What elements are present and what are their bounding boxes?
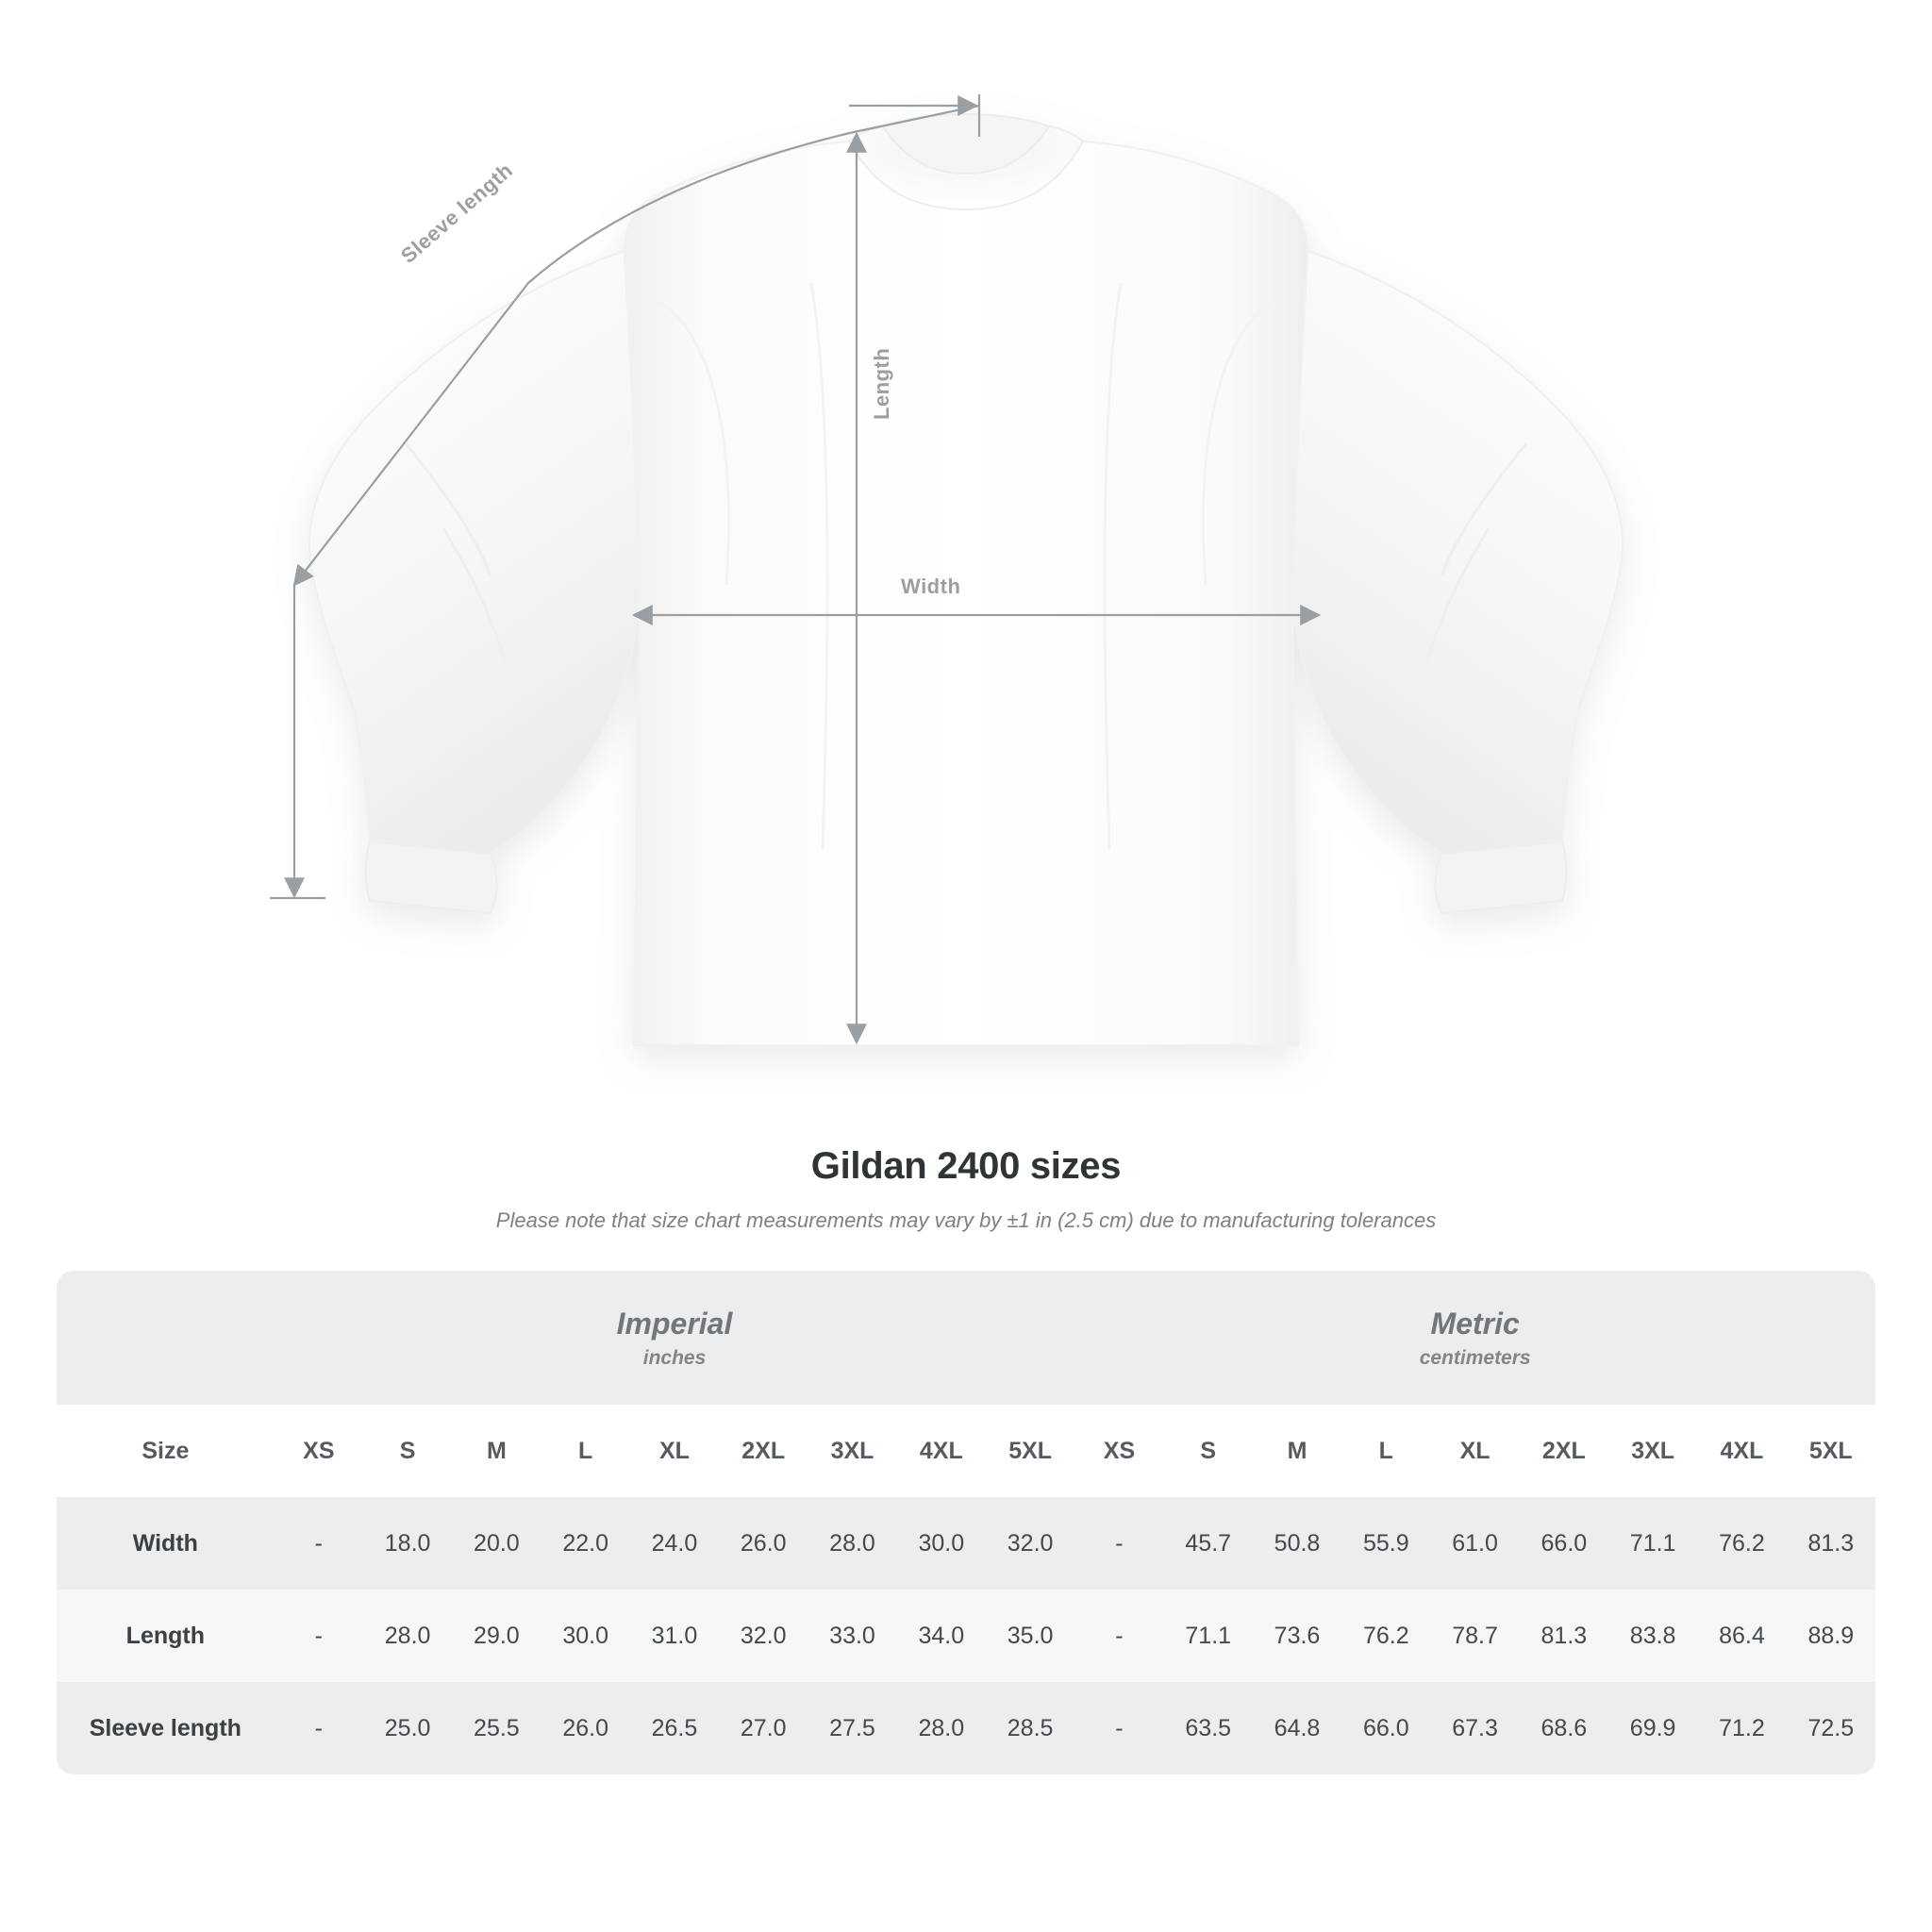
- size-header-imperial-m: M: [452, 1405, 541, 1497]
- cell-width-metric-xl: 61.0: [1430, 1497, 1519, 1590]
- cell-width-metric-m: 50.8: [1253, 1497, 1341, 1590]
- cell-sleeve-metric-s: 63.5: [1164, 1682, 1253, 1774]
- unit-name-metric: Metric: [1430, 1306, 1520, 1341]
- size-header-metric-3xl: 3XL: [1608, 1405, 1697, 1497]
- size-header-metric-5xl: 5XL: [1787, 1405, 1875, 1497]
- tolerance-note: Please note that size chart measurements may vary by ±1 in (2.5 cm) due to manufacturing tolerances: [495, 1208, 1437, 1232]
- size-header-metric-xs: XS: [1074, 1405, 1163, 1497]
- cell-length-imperial-4xl: 34.0: [897, 1590, 986, 1682]
- cell-length-metric-s: 71.1: [1164, 1590, 1253, 1682]
- size-chart-section: [0, 1113, 1932, 1774]
- cell-sleeve-metric-l: 66.0: [1341, 1682, 1430, 1774]
- unit-header-imperial: [275, 1271, 1075, 1405]
- size-header-metric-2xl: 2XL: [1520, 1405, 1608, 1497]
- cell-width-imperial-xs: -: [275, 1497, 363, 1590]
- units-header-row: [57, 1271, 1875, 1405]
- cell-sleeve-imperial-5xl: 28.5: [986, 1682, 1074, 1774]
- cell-sleeve-metric-5xl: 72.5: [1787, 1682, 1875, 1774]
- size-header-imperial-l: L: [541, 1405, 630, 1497]
- table-row: [57, 1590, 1875, 1682]
- cell-sleeve-metric-xl: 67.3: [1430, 1682, 1519, 1774]
- sleeve-length-label: Sleeve length: [396, 158, 518, 268]
- cell-width-imperial-2xl: 26.0: [719, 1497, 808, 1590]
- unit-name-imperial: Imperial: [616, 1306, 733, 1341]
- cell-length-imperial-5xl: 35.0: [986, 1590, 1074, 1682]
- row-label-length: Length: [57, 1590, 275, 1682]
- cell-length-metric-xl: 78.7: [1430, 1590, 1519, 1682]
- cell-sleeve-imperial-m: 25.5: [452, 1682, 541, 1774]
- size-table-wrapper: [57, 1271, 1875, 1774]
- cell-sleeve-metric-xs: -: [1074, 1682, 1163, 1774]
- cell-width-imperial-s: 18.0: [363, 1497, 452, 1590]
- cell-sleeve-imperial-xl: 26.5: [630, 1682, 719, 1774]
- shirt-body: [309, 114, 1623, 1045]
- cell-sleeve-imperial-3xl: 27.5: [808, 1682, 896, 1774]
- cell-length-metric-5xl: 88.9: [1787, 1590, 1875, 1682]
- cell-sleeve-imperial-4xl: 28.0: [897, 1682, 986, 1774]
- cell-width-metric-l: 55.9: [1341, 1497, 1430, 1590]
- table-row: [57, 1497, 1875, 1590]
- cell-width-imperial-xl: 24.0: [630, 1497, 719, 1590]
- unit-header-metric: [1074, 1271, 1875, 1405]
- cell-length-imperial-xl: 31.0: [630, 1590, 719, 1682]
- cell-length-imperial-s: 28.0: [363, 1590, 452, 1682]
- cell-sleeve-metric-3xl: 69.9: [1608, 1682, 1697, 1774]
- cell-length-metric-2xl: 81.3: [1520, 1590, 1608, 1682]
- row-label-width: Width: [57, 1497, 275, 1590]
- cell-width-imperial-5xl: 32.0: [986, 1497, 1074, 1590]
- cell-width-imperial-m: 20.0: [452, 1497, 541, 1590]
- size-header-label: Size: [57, 1405, 275, 1497]
- cell-length-imperial-xs: -: [275, 1590, 363, 1682]
- units-header-spacer: [57, 1271, 275, 1405]
- cell-width-metric-4xl: 76.2: [1697, 1497, 1786, 1590]
- size-header-imperial-xl: XL: [630, 1405, 719, 1497]
- cell-width-metric-s: 45.7: [1164, 1497, 1253, 1590]
- cell-width-imperial-4xl: 30.0: [897, 1497, 986, 1590]
- unit-sub-imperial: inches: [642, 1347, 707, 1370]
- cell-length-imperial-m: 29.0: [452, 1590, 541, 1682]
- size-header-metric-l: L: [1341, 1405, 1430, 1497]
- cell-sleeve-imperial-l: 26.0: [541, 1682, 630, 1774]
- cell-length-imperial-2xl: 32.0: [719, 1590, 808, 1682]
- cell-width-metric-xs: -: [1074, 1497, 1163, 1590]
- cell-sleeve-metric-m: 64.8: [1253, 1682, 1341, 1774]
- length-label: Length: [870, 347, 893, 420]
- cell-length-metric-xs: -: [1074, 1590, 1163, 1682]
- unit-sub-metric: centimeters: [1419, 1347, 1531, 1370]
- row-label-sleeve-length: Sleeve length: [57, 1682, 275, 1774]
- size-header-imperial-5xl: 5XL: [986, 1405, 1074, 1497]
- size-table: [57, 1271, 1875, 1774]
- width-label: Width: [901, 575, 961, 598]
- size-header-metric-xl: XL: [1430, 1405, 1519, 1497]
- size-header-imperial-2xl: 2XL: [719, 1405, 808, 1497]
- cell-width-metric-3xl: 71.1: [1608, 1497, 1697, 1590]
- cell-width-imperial-3xl: 28.0: [808, 1497, 896, 1590]
- page-title: Gildan 2400 sizes: [810, 1145, 1122, 1187]
- cell-sleeve-imperial-s: 25.0: [363, 1682, 452, 1774]
- size-header-imperial-s: S: [363, 1405, 452, 1497]
- cell-width-metric-2xl: 66.0: [1520, 1497, 1608, 1590]
- cell-width-imperial-l: 22.0: [541, 1497, 630, 1590]
- size-header-metric-4xl: 4XL: [1697, 1405, 1786, 1497]
- size-header-metric-s: S: [1164, 1405, 1253, 1497]
- cell-length-metric-3xl: 83.8: [1608, 1590, 1697, 1682]
- cell-length-imperial-l: 30.0: [541, 1590, 630, 1682]
- size-header-row: [57, 1405, 1875, 1497]
- size-header-imperial-4xl: 4XL: [897, 1405, 986, 1497]
- cell-length-metric-m: 73.6: [1253, 1590, 1341, 1682]
- size-header-imperial-xs: XS: [275, 1405, 363, 1497]
- cell-length-imperial-3xl: 33.0: [808, 1590, 896, 1682]
- cell-sleeve-metric-4xl: 71.2: [1697, 1682, 1786, 1774]
- size-header-imperial-3xl: 3XL: [808, 1405, 896, 1497]
- cell-sleeve-imperial-2xl: 27.0: [719, 1682, 808, 1774]
- cell-sleeve-imperial-xs: -: [275, 1682, 363, 1774]
- cell-sleeve-metric-2xl: 68.6: [1520, 1682, 1608, 1774]
- cell-length-metric-l: 76.2: [1341, 1590, 1430, 1682]
- cell-length-metric-4xl: 86.4: [1697, 1590, 1786, 1682]
- cell-width-metric-5xl: 81.3: [1787, 1497, 1875, 1590]
- size-header-metric-m: M: [1253, 1405, 1341, 1497]
- table-row: [57, 1682, 1875, 1774]
